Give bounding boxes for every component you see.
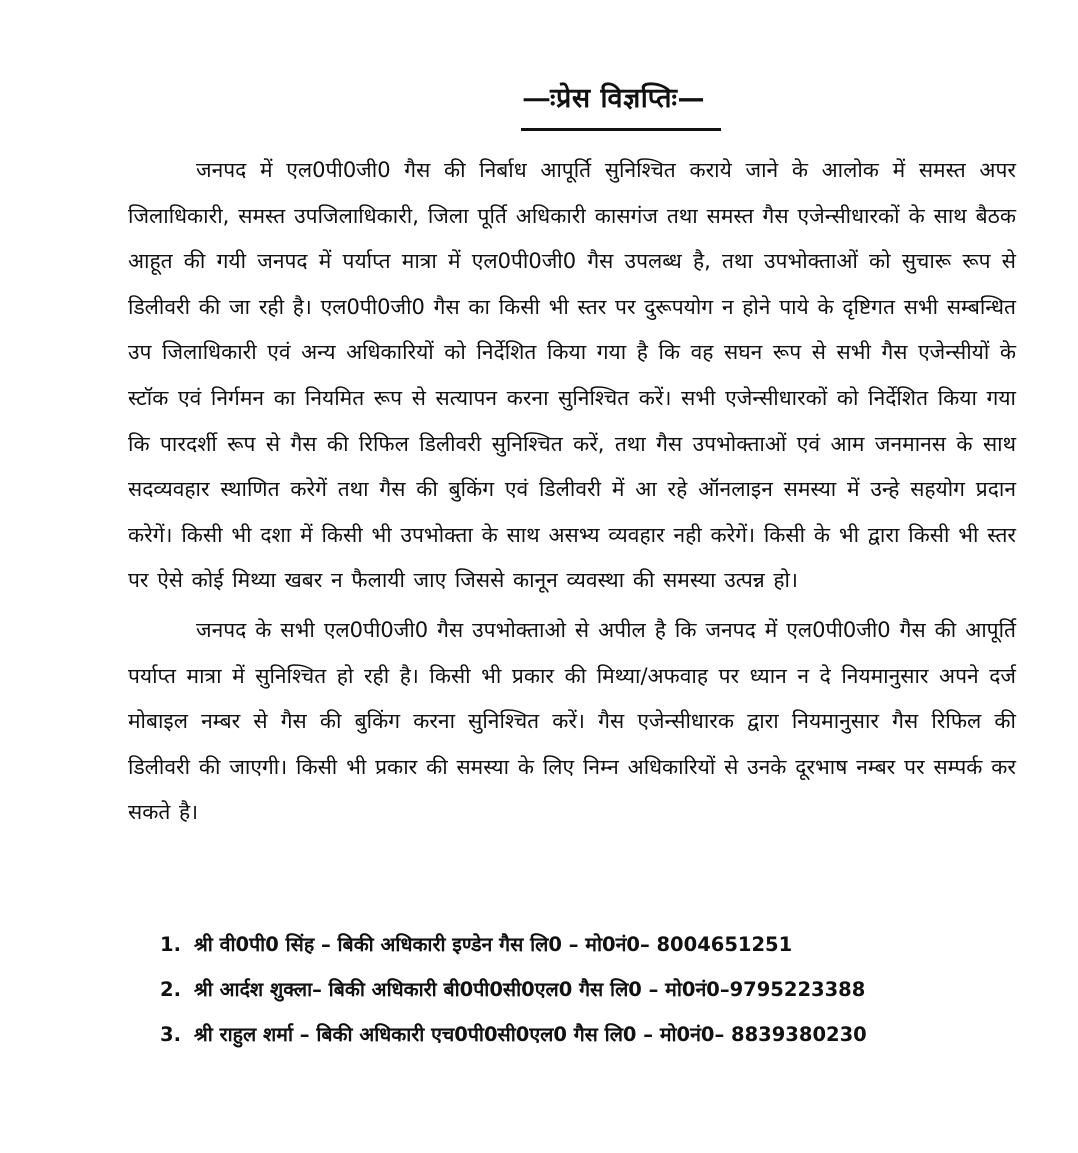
officer-details: श्री वी0पी0 सिंह – बिकी अधिकारी इण्डेन गैस लि0 – मो0नं0– 8004651251 xyxy=(194,933,793,956)
officer-details: श्री राहुल शर्मा – बिकी अधिकारी एच0पी0सी0एल0 गैस लि0 – मो0नं0– 8839380230 xyxy=(194,1023,867,1046)
press-release-body xyxy=(128,148,1016,836)
officer-item xyxy=(160,1012,1040,1057)
paragraph-appeal: जनपद के सभी एल0पी0जी0 गैस उपभोक्ताओ से अपील है कि जनपद में एल0पी0जी0 गैस की आपूर्ति पर्याप्त मात्रा में सुनिश्चित हो रही है। किसी भी प्रकार की मिथ्या/अफवाह पर ध्यान न दे नियमानुसार अपने दर्ज मोबाइल नम्बर से गैस की बुकिंग करना सुनिश्चित करें। गैस एजेन्सीधारक द्वारा नियमानुसार गैस रिफिल की डिलीवरी की जाएगी। किसी भी प्रकार की समस्या के लिए निम्न अधिकारियों से उनके दूरभाष नम्बर पर सम्पर्क कर सकते है। xyxy=(128,617,1016,825)
officer-item xyxy=(160,967,1040,1012)
officer-details: श्री आर्दश शुक्ला– बिकी अधिकारी बी0पी0सी0एल0 गैस लि0 – मो0नं0–9795223388 xyxy=(194,978,866,1001)
officer-number: 1. xyxy=(160,933,181,956)
officer-number: 2. xyxy=(160,978,181,1001)
paragraph-meeting: जनपद में एल0पी0जी0 गैस की निर्बाध आपूर्ति सुनिश्चित कराये जाने के आलोक में समस्त अपर जिलाधिकारी, समस्त उपजिलाधिकारी, जिला पूर्ति अधिकारी कासगंज तथा समस्त गैस एजेन्सीधारकों के साथ बैठक आहूत की गयी जनपद में पर्याप्त मात्रा में एल0पी0जी0 गैस उपलब्ध है, तथा उपभोक्ताओं को सुचारू रूप से डिलीवरी की जा रही है। एल0पी0जी0 गैस का किसी भी स्तर पर दुरूपयोग न होने पाये के दृष्टिगत सभी सम्बन्धित उप जिलाधिकारी एवं अन्य अधिकारियों को निर्देशित किया गया है कि वह सघन रूप से सभी गैस एजेन्सीयों के स्टॉक एवं निर्गमन का नियमित रूप से सत्यापन करना सुनिश्चित करें। सभी एजेन्सीधारकों को निर्देशित किया गया कि पारदर्शी रूप से गैस की रिफिल डिलीवरी सुनिश्चित करें, तथा गैस उपभोक्ताओं एवं आम जनमानस के साथ सदव्यवहार स्थाणित करेगें तथा गैस की बुकिंग एवं डिलीवरी में आ रहे ऑनलाइन समस्या में उन्हे सहयोग प्रदान करेगें। किसी भी दशा में किसी भी उपभोक्ता के साथ असभ्य व्यवहार नही करेगें। किसी के भी द्वारा किसी भी स्तर पर ऐसे कोई मिथ्या खबर न फैलायी जाए जिससे कानून व्यवस्था की समस्या उत्पन्न हो। xyxy=(128,158,1016,593)
page-title: —ःप्रेस विज्ञप्तिः— xyxy=(523,83,705,114)
title-underline xyxy=(521,128,721,131)
officer-item xyxy=(160,922,1040,967)
officer-number: 3. xyxy=(160,1023,181,1046)
officer-contact-list xyxy=(160,922,1040,1057)
